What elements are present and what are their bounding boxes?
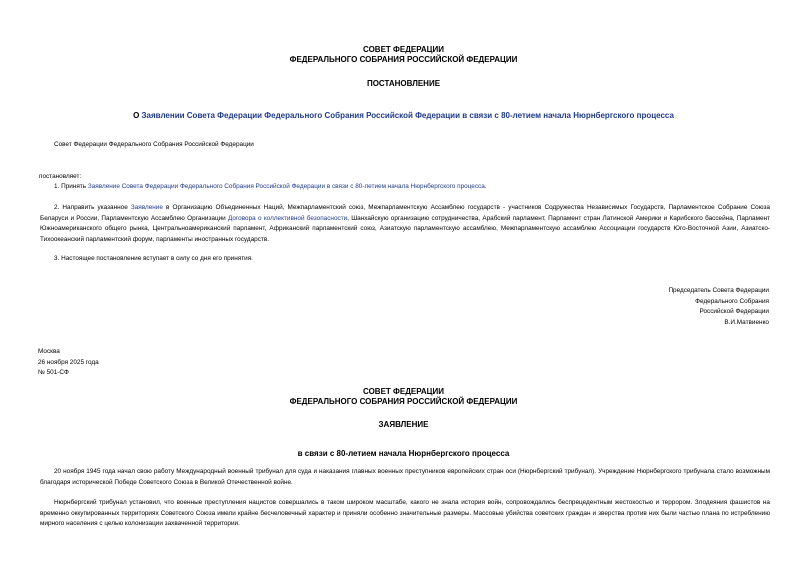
header2-assembly: ФЕДЕРАЛЬНОГО СОБРАНИЯ РОССИЙСКОЙ ФЕДЕРАЦИИ <box>289 397 518 406</box>
header-assembly: ФЕДЕРАЛЬНОГО СОБРАНИЯ РОССИЙСКОЙ ФЕДЕРАЦИИ <box>289 55 518 64</box>
resolution-title <box>0 111 807 121</box>
item-1-statement-link[interactable]: Заявление Совета Федерации Федерального Собрания Российской Федерации в связи с 80-летием начала Нюрнбергского процесса <box>87 183 485 190</box>
header2-council: СОВЕТ ФЕДЕРАЦИИ <box>363 387 444 396</box>
statement-paragraph-2: Нюрнбергский трибунал установил, что военные преступления нацистов совершались в таком широком масштабе, какого не знала история войн, сопровождались беспрецедентным жестокостью и террором. Злодеяния фашистов на временно оккупированных территориях Советского Союза имели крайне бесчеловечный характер и приняли особенно значительные размеры. Массовые убийства советских граждан и зверства против них были частью плана по истреблению мирного населения с целью колонизации захваченной территории. <box>40 499 770 527</box>
doc-type-resolution: ПОСТАНОВЛЕНИЕ <box>366 79 441 88</box>
signature-position-2: Федерального Собрания <box>695 297 769 305</box>
title-prefix: О <box>133 111 142 120</box>
date: 26 ноября 2025 года <box>38 358 99 366</box>
header-council: СОВЕТ ФЕДЕРАЦИИ <box>363 45 444 54</box>
item-2: 2. Направить указанное Заявление в Организацию Объединенных Наций, Межпарламентский союз, Межпарламентскую Ассамблею государств - участников Содружества Независимых Государств, Парламентское Собрание Союза Беларуси и России, Парламентскую Ассамблею Организации Договора о коллективной безопасности, Шанхайскую организацию сотрудничества, Арабский парламент, Парламент стран Латинской Америки и Карибского бассейна, Парламент Южноамериканского общего рынка, Центральноамериканский парламент, Африканский парламентский союз, Азиатскую парламентскую ассамблею, Межпарламентскую ассамблею Ассоциации государств Юго-Восточной Азии, Азиатско-Тихоокеанский парламентский форум, парламенты иностранных государств. <box>40 204 770 243</box>
statement-subtitle: в связи с 80-летием начала Нюрнбергского процесса <box>297 449 510 458</box>
csto-treaty-link[interactable]: Договора о коллективной безопасности <box>228 214 348 222</box>
doc-type-statement: ЗАЯВЛЕНИЕ <box>378 420 429 429</box>
place-date-block <box>38 347 99 379</box>
city: Москва <box>38 348 60 355</box>
item-1: 1. Принять Заявление Совета Федерации Федерального Собрания Российской Федерации в связи с 80-летием начала Нюрнбергского процесса. <box>54 183 487 190</box>
signature-name: В.И.Матвиенко <box>724 318 769 326</box>
preamble: Совет Федерации Федерального Собрания Российской Федерации <box>54 141 254 148</box>
item-3: 3. Настоящее постановление вступает в силу со дня его принятия. <box>54 255 253 262</box>
signature-position-3: Российской Федерации <box>699 308 769 315</box>
resolution-header <box>0 45 807 65</box>
statement-paragraph-1: 20 ноября 1945 года начал свою работу Международный военный трибунал для суда и наказания главных военных преступников европейских стран оси (Нюрнбергский трибунал). Учреждение Нюрнбергского трибунала стало возможным благодаря исторической Победе Советского Союза в Великой Отечественной войне. <box>40 468 770 486</box>
statement-header <box>0 387 807 407</box>
signature-block <box>668 286 769 328</box>
document-number: № 501-СФ <box>38 369 69 376</box>
signature-position-1: Председатель Совета Федерации <box>668 287 769 294</box>
resolves-label: постановляет: <box>39 173 82 180</box>
title-statement-link[interactable]: Заявлении Совета Федерации Федерального Собрания Российской Федерации в связи с 80-летием начала Нюрнбергского процесса <box>141 111 674 120</box>
item-2-statement-link[interactable]: Заявление <box>130 204 163 211</box>
